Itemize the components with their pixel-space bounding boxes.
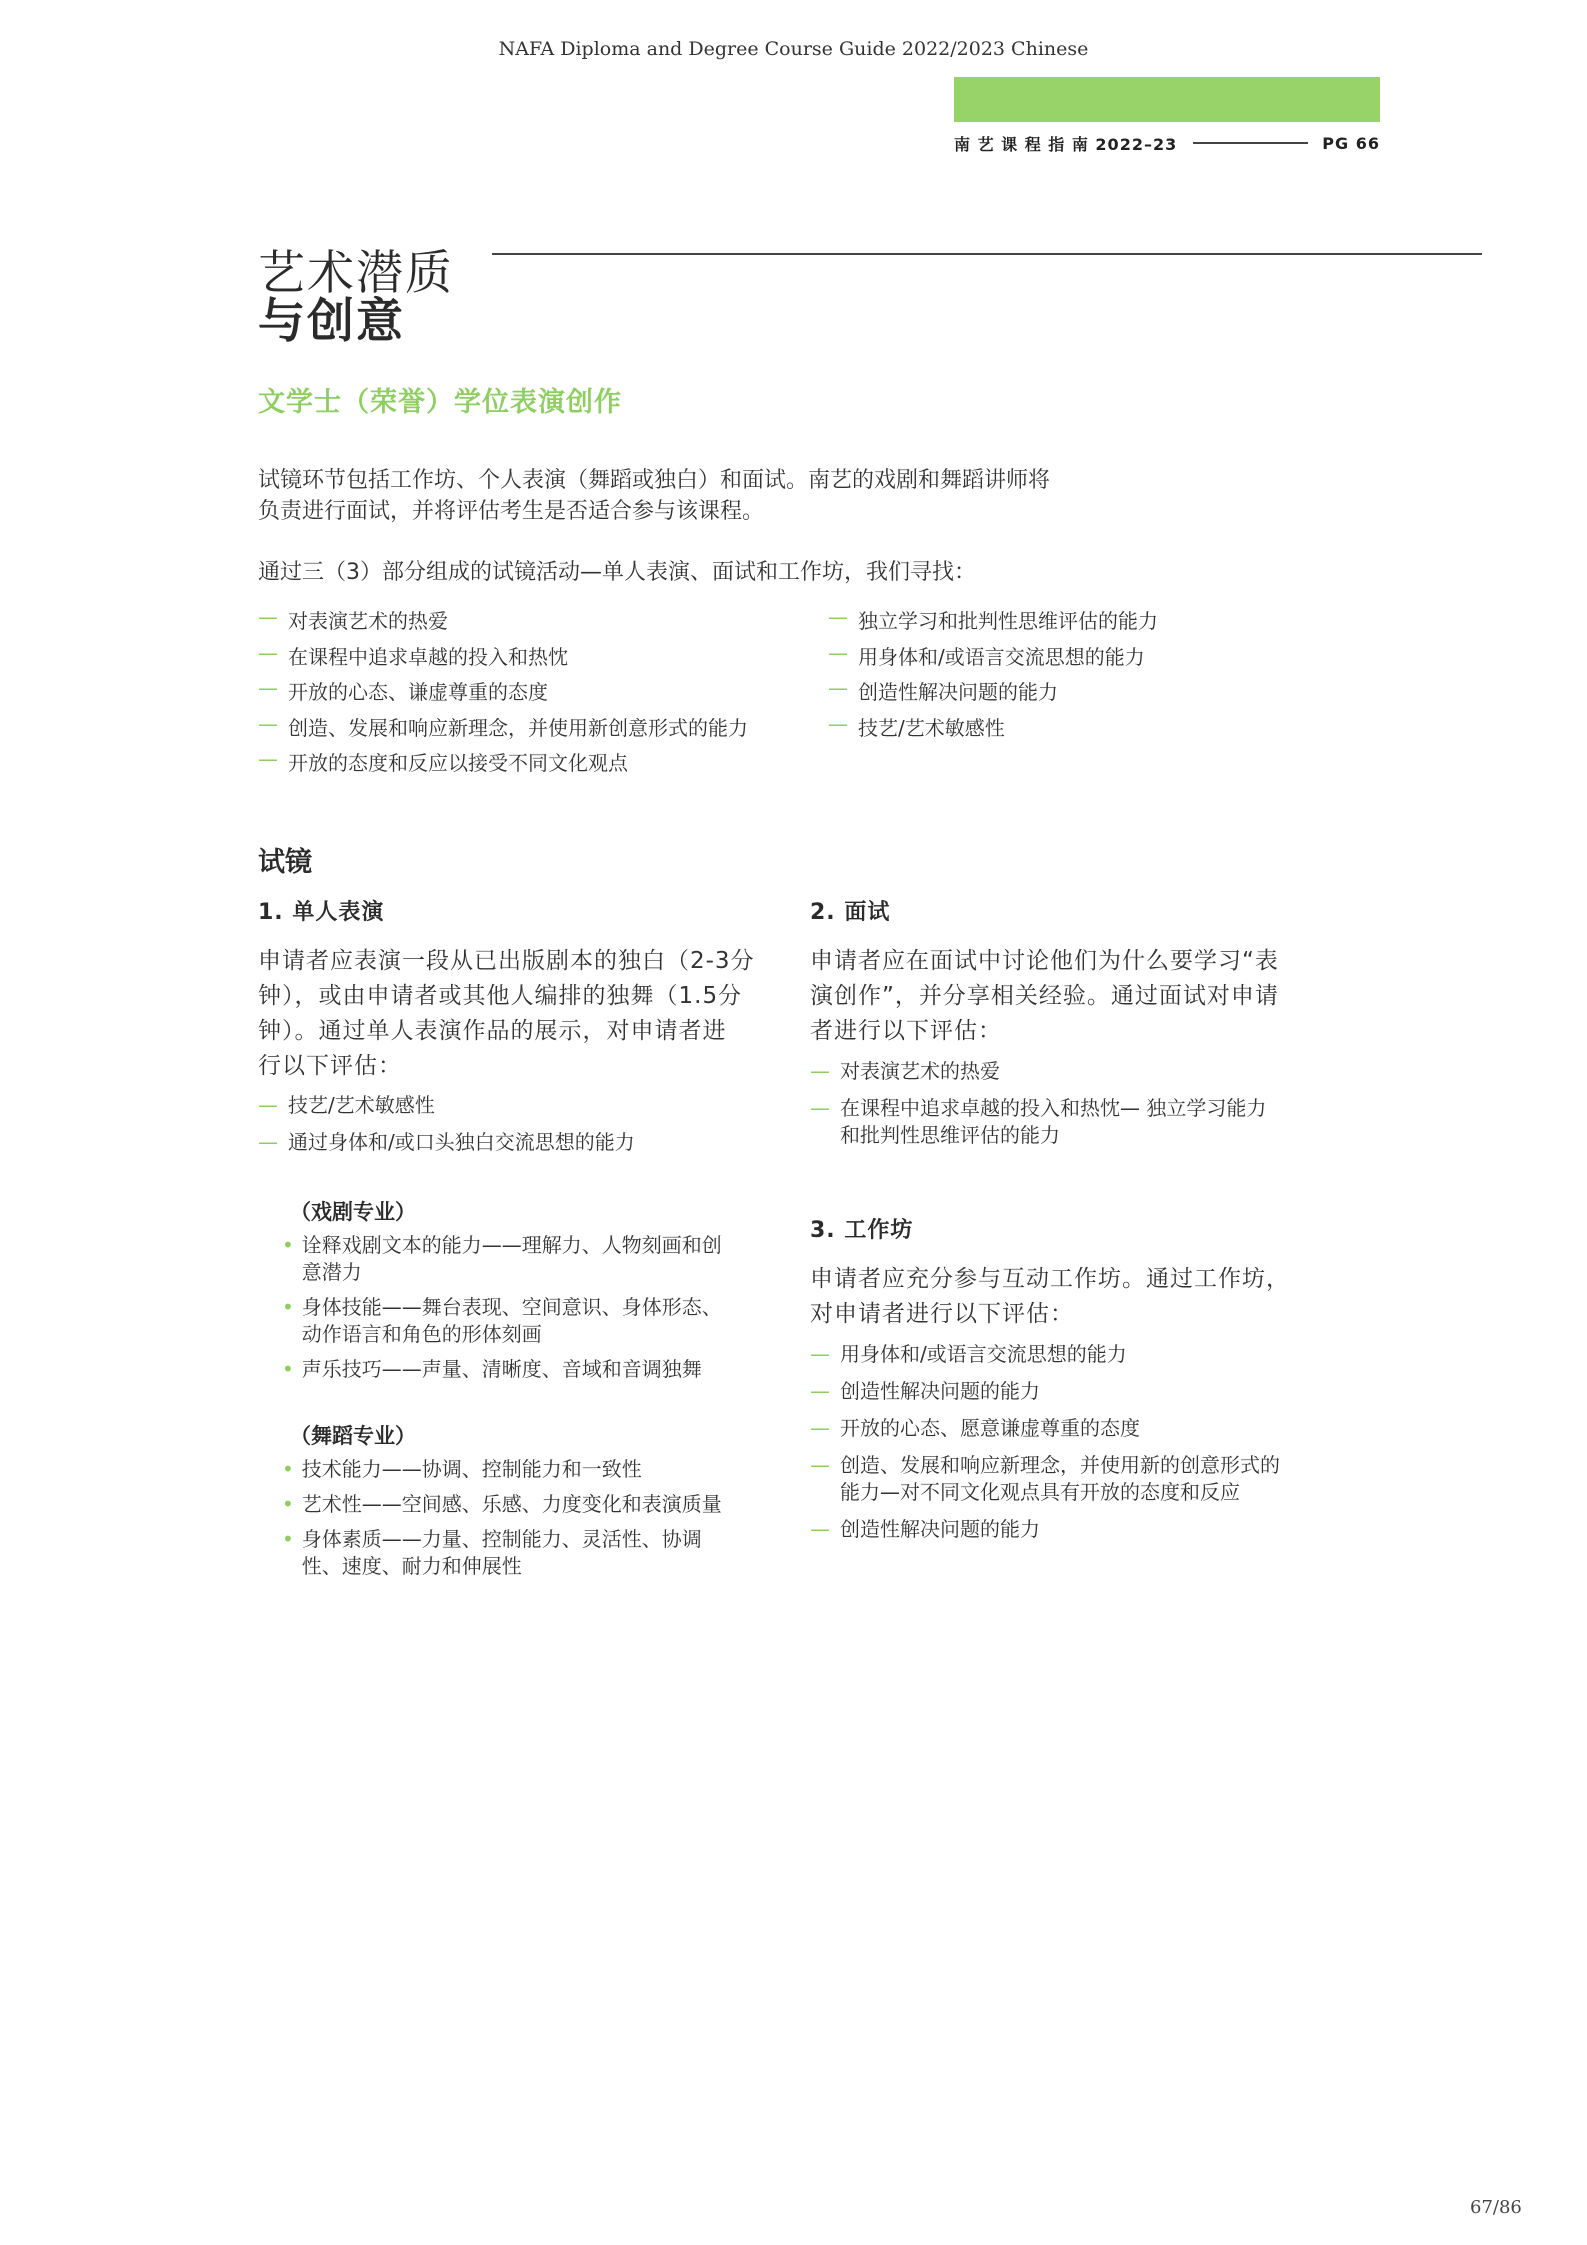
- list-item: • 身体技能——舞台表现、空间意识、身体形态、 动作语言和角色的形体刻画: [282, 1295, 722, 1346]
- list-item: — 创造性解决问题的能力: [810, 1379, 1040, 1403]
- dash-bullet-icon: —: [810, 1416, 830, 1440]
- title-rule: [492, 253, 1482, 255]
- list-item: — 创造性解决问题的能力: [828, 676, 1158, 712]
- header-guide-label: 南 艺 课 程 指 南 2022–23: [954, 134, 1178, 154]
- list-item: — 对表演艺术的热爱: [258, 605, 748, 641]
- drama-major-heading: （戏剧专业）: [290, 1200, 416, 1224]
- bullet-dot-icon: •: [282, 1457, 294, 1481]
- list-item: — 技艺/艺术敏感性: [258, 1093, 435, 1117]
- list-item: • 身体素质——力量、控制能力、灵活性、协调 性、速度、耐力和伸展性: [282, 1527, 702, 1578]
- intro-line: 负责进行面试，并将评估考生是否适合参与该课程。: [258, 499, 765, 524]
- header-accent-bar: [954, 77, 1380, 122]
- interview-criteria-list: [810, 1058, 1350, 1159]
- list-item: — 独立学习和批判性思维评估的能力: [828, 605, 1158, 641]
- list-item: — 对表演艺术的热爱: [810, 1059, 1000, 1083]
- program-subtitle: 文学士（荣誉）学位表演创作: [258, 387, 622, 418]
- bullet-dot-icon: •: [282, 1492, 294, 1516]
- dash-bullet-icon: —: [258, 711, 278, 736]
- dash-bullet-icon: —: [258, 747, 278, 771]
- dash-bullet-icon: —: [810, 1342, 830, 1366]
- list-item: • 诠释戏剧文本的能力——理解力、人物刻画和创 意潜力: [282, 1233, 722, 1284]
- criteria-list-right: [828, 605, 1158, 747]
- look-for-statement: 通过三（3）部分组成的试镜活动—单人表演、面试和工作坊，我们寻找：: [258, 560, 976, 585]
- list-item: • 声乐技巧——声量、清晰度、音域和音调独舞: [282, 1357, 702, 1381]
- dash-bullet-icon: —: [258, 1130, 278, 1154]
- interview-paragraph: 申请者应在面试中讨论他们为什么要学习“表 演创作”，并分享相关经验。通过面试对申请 者进行以下评估：: [810, 948, 1279, 1044]
- dash-bullet-icon: —: [810, 1453, 830, 1477]
- dash-bullet-icon: —: [810, 1379, 830, 1403]
- bullet-dot-icon: •: [282, 1295, 294, 1319]
- bullet-dot-icon: •: [282, 1357, 294, 1381]
- page-number: 67/86: [1470, 2197, 1522, 2218]
- list-item: — 创造、发展和响应新理念，并使用新创意形式的能力: [258, 712, 748, 748]
- solo-paragraph: 申请者应表演一段从已出版剧本的独白（2-3分 钟），或由申请者或其他人编排的独舞（1.5分 钟）。通过单人表演作品的展示，对申请者进 行以下评估：: [258, 948, 755, 1079]
- list-item: • 艺术性——空间感、乐感、力度变化和表演质量: [282, 1492, 722, 1516]
- intro-line: 试镜环节包括工作坊、个人表演（舞蹈或独白）和面试。南艺的戏剧和舞蹈讲师将: [258, 468, 1051, 493]
- page-header: [954, 130, 1380, 156]
- list-item: — 通过身体和/或口头独白交流思想的能力: [258, 1130, 635, 1154]
- bullet-dot-icon: •: [282, 1233, 294, 1257]
- dash-bullet-icon: —: [810, 1096, 830, 1120]
- dash-bullet-icon: —: [810, 1517, 830, 1541]
- dash-bullet-icon: —: [828, 711, 848, 736]
- section-title-line-1: 艺术潜质: [258, 246, 454, 301]
- list-item: — 开放的态度和反应以接受不同文化观点: [258, 747, 748, 783]
- dash-bullet-icon: —: [258, 1093, 278, 1117]
- list-item: • 技术能力——协调、控制能力和一致性: [282, 1457, 642, 1481]
- solo-heading: 1. 单人表演: [258, 900, 385, 925]
- audition-heading: 试镜: [258, 847, 312, 878]
- list-item: — 创造性解决问题的能力: [810, 1517, 1040, 1541]
- list-item: — 在课程中追求卓越的投入和热忱: [258, 641, 748, 677]
- document-title: NAFA Diploma and Degree Course Guide 2022/2023 Chinese: [498, 38, 1089, 60]
- dash-bullet-icon: —: [828, 640, 848, 665]
- interview-heading: 2. 面试: [810, 900, 891, 925]
- criteria-list-left: [258, 605, 748, 783]
- dance-criteria-list: [282, 1456, 782, 1588]
- list-item: — 开放的心态、愿意谦虚尊重的态度: [810, 1416, 1140, 1440]
- header-page-label: PG 66: [1322, 133, 1380, 153]
- list-item: — 在课程中追求卓越的投入和热忱— 独立学习能力 和批判性思维评估的能力: [810, 1096, 1267, 1147]
- dance-major-heading: （舞蹈专业）: [290, 1424, 416, 1448]
- workshop-heading: 3. 工作坊: [810, 1218, 914, 1243]
- drama-criteria-list: [282, 1232, 782, 1391]
- dash-bullet-icon: —: [258, 676, 278, 700]
- solo-criteria-list: [258, 1092, 778, 1166]
- intro-paragraph: [258, 465, 1198, 527]
- list-item: — 创造、发展和响应新理念，并使用新的创意形式的 能力—对不同文化观点具有开放的态度和反应: [810, 1453, 1280, 1504]
- header-rule: [1193, 142, 1308, 144]
- bullet-dot-icon: •: [282, 1527, 294, 1551]
- workshop-criteria-list: [810, 1341, 1350, 1553]
- section-title-line-2: 与创意: [258, 294, 405, 349]
- list-item: — 开放的心态、谦虚尊重的态度: [258, 676, 748, 712]
- workshop-paragraph: 申请者应充分参与互动工作坊。通过工作坊， 对申请者进行以下评估：: [810, 1266, 1290, 1327]
- dash-bullet-icon: —: [828, 605, 848, 629]
- dash-bullet-icon: —: [258, 640, 278, 665]
- dash-bullet-icon: —: [258, 605, 278, 629]
- dash-bullet-icon: —: [810, 1059, 830, 1083]
- list-item: — 技艺/艺术敏感性: [828, 712, 1158, 748]
- list-item: — 用身体和/或语言交流思想的能力: [828, 641, 1158, 677]
- list-item: — 用身体和/或语言交流思想的能力: [810, 1342, 1127, 1366]
- dash-bullet-icon: —: [828, 676, 848, 700]
